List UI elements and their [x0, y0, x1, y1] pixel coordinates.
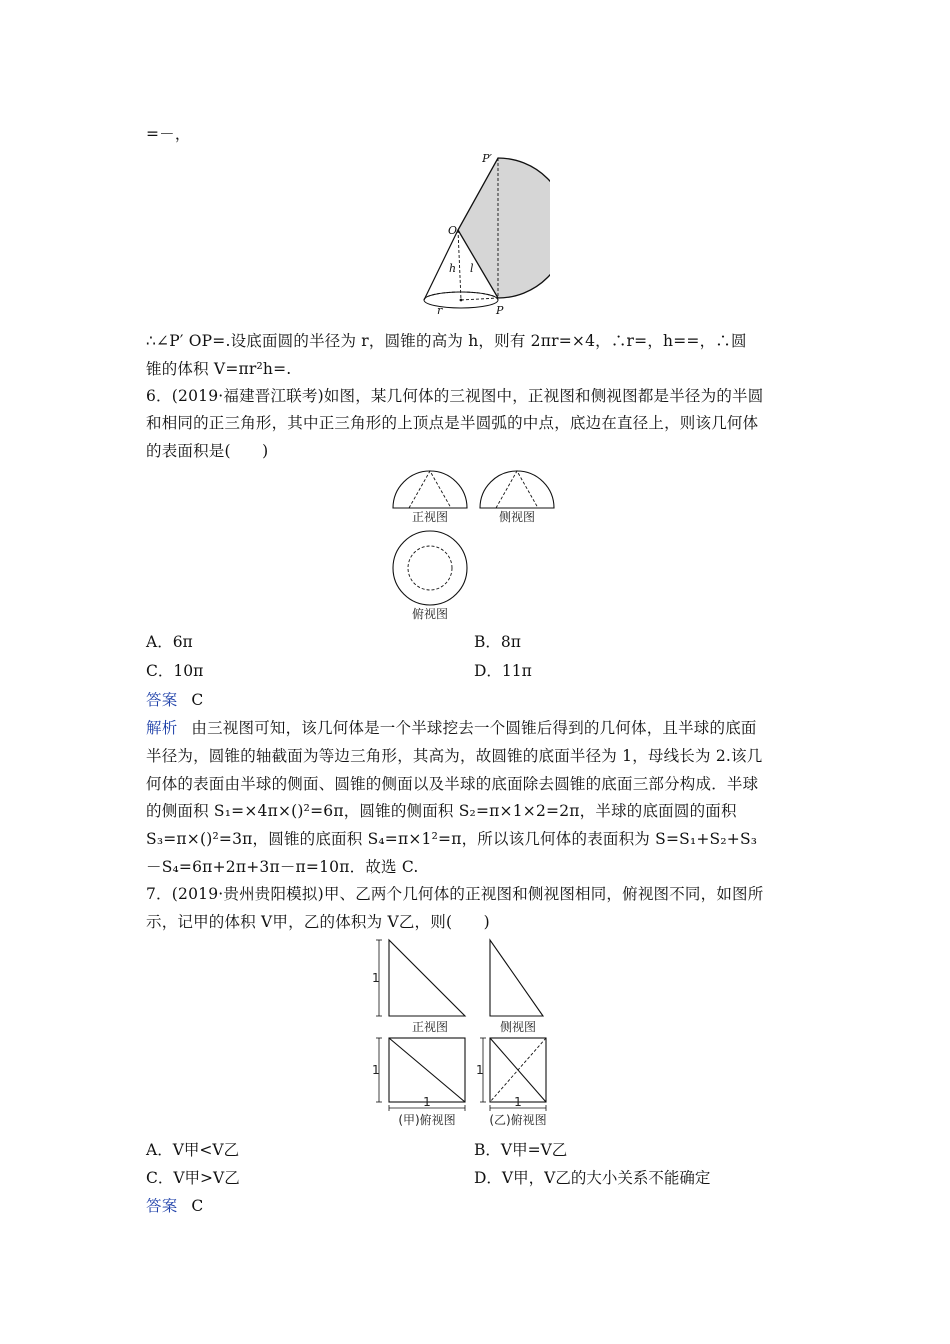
side-view-semicircle: [480, 471, 554, 508]
cone-radius: [461, 298, 498, 300]
label-h: h: [449, 262, 457, 275]
side-view-triangle: [496, 471, 538, 508]
q7-answer-value: C: [191, 1197, 204, 1215]
q6-three-view-figure: [390, 468, 560, 624]
q7-front-dim: 1: [372, 971, 380, 985]
q7-answer-label: 答案: [146, 1197, 178, 1215]
q6-analysis-line4: 的侧面积 S₁=×4π×()²=6π，圆锥的侧面积 S₂=π×1×2=2π，半球的底面圆的面积: [146, 802, 737, 820]
q7-yi-dim-h: 1: [514, 1095, 522, 1109]
label-p: P: [496, 304, 504, 317]
q7-front-caption: 正视图: [411, 1020, 449, 1034]
q7-option-a: A．V甲<V乙: [146, 1141, 240, 1159]
q7-side-view: [490, 940, 543, 1016]
q7-jia-diagonal: [389, 1038, 465, 1102]
top-fragment: =－，: [146, 125, 191, 143]
q6-option-c: C．10π: [146, 662, 204, 680]
label-p-prime: P′: [482, 152, 492, 165]
q7-answer: [146, 1196, 816, 1216]
q6-line2: 和相同的正三角形，其中正三角形的上顶点是半圆弧的中点，底边在直径上，则该几何体: [146, 414, 759, 432]
q6-analysis-line5: S₃=π×()²=3π，圆锥的底面积 S₄=π×1²=π，所以该几何体的表面积为 S=S₁+S₂+S₃: [146, 830, 758, 848]
q7-option-c: C．V甲>V乙: [146, 1169, 240, 1187]
q7-three-view-figure: [370, 938, 550, 1134]
front-view-triangle: [409, 471, 451, 508]
q6-line3: 的表面积是( ): [146, 442, 269, 460]
q6-answer-label: 答案: [146, 691, 178, 709]
q7-side-caption: 侧视图: [499, 1020, 537, 1034]
q7-jia-caption: (甲)俯视图: [398, 1113, 456, 1127]
q6-analysis-line2: 半径为，圆锥的轴截面为等边三角形，其高为，故圆锥的底面半径为 1，母线长为 2.该几: [146, 747, 763, 765]
q7-option-b: B．V甲=V乙: [474, 1141, 568, 1159]
q7-jia-dim-h: 1: [423, 1095, 431, 1109]
q7-jia-dim-v: 1: [372, 1063, 380, 1077]
q6-answer-value: C: [191, 691, 204, 709]
q6-answer: [146, 690, 816, 710]
label-o: O: [448, 224, 458, 237]
q7-yi-dim-v: 1: [476, 1063, 484, 1077]
q7-option-d: D．V甲，V乙的大小关系不能确定: [474, 1169, 711, 1187]
solution5-line2: 锥的体积 V=πr²h=.: [146, 360, 292, 378]
q6-analysis-line6: －S₄=6π+2π+3π－π=10π．故选 C.: [146, 858, 419, 876]
q7-line2: 示，记甲的体积 V甲，乙的体积为 V乙，则( ): [146, 913, 490, 931]
label-r: r: [437, 304, 443, 317]
cone-figure: [410, 150, 550, 320]
q7-front-view: [389, 940, 465, 1016]
front-view-caption: 正视图: [411, 510, 449, 524]
q6-option-d: D．11π: [474, 662, 532, 680]
front-view-semicircle: [393, 471, 467, 508]
sector-shaded: [458, 158, 550, 298]
q7-line1: 7．(2019·贵州贵阳模拟)甲、乙两个几何体的正视图和侧视图相同，俯视图不同，如图所: [146, 885, 764, 903]
q6-analysis-label: 解析: [146, 719, 178, 737]
q7-yi-caption: (乙)俯视图: [489, 1113, 547, 1127]
top-view-inner-circle: [408, 546, 452, 590]
solution5-line1: ∴∠P′ OP=.设底面圆的半径为 r，圆锥的高为 h，则有 2πr=×4，∴r=，h==，∴圆: [146, 332, 747, 350]
side-view-caption: 侧视图: [498, 510, 536, 524]
q6-analysis-text1: 由三视图可知，该几何体是一个半球挖去一个圆锥后得到的几何体，且半球的底面: [191, 719, 757, 737]
top-view-caption: 俯视图: [411, 607, 449, 621]
top-view-outer-circle: [393, 531, 467, 605]
q6-option-a: A．6π: [146, 633, 193, 651]
q6-analysis-line1: [146, 718, 816, 738]
q6-analysis-line3: 何体的表面由半球的侧面、圆锥的侧面以及半球的底面除去圆锥的底面三部分构成．半球: [146, 775, 759, 793]
cone-height: [458, 230, 461, 300]
q6-option-b: B．8π: [474, 633, 521, 651]
q6-line1: 6．(2019·福建晋江联考)如图，某几何体的三视图中，正视图和侧视图都是半径为的半圆: [146, 387, 764, 405]
label-l: l: [470, 262, 474, 275]
